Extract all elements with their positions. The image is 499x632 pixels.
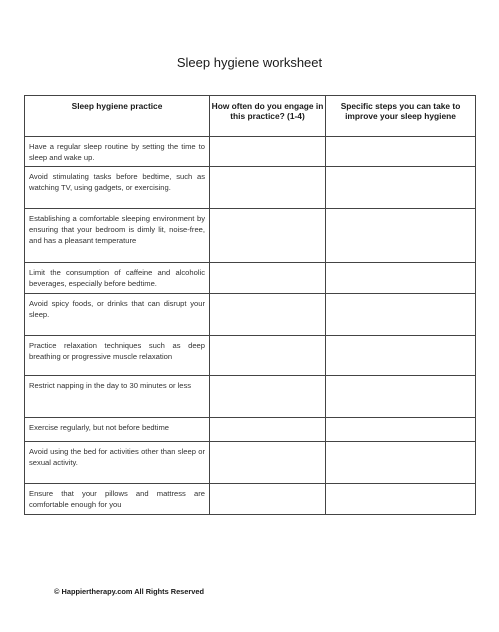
frequency-cell[interactable] — [210, 336, 326, 376]
page-title: Sleep hygiene worksheet — [176, 55, 323, 70]
steps-cell[interactable] — [326, 294, 476, 336]
steps-cell[interactable] — [326, 336, 476, 376]
frequency-cell[interactable] — [210, 167, 326, 209]
practice-cell: Ensure that your pillows and mattress are comfortable enough for you — [25, 484, 210, 515]
steps-cell[interactable] — [326, 263, 476, 294]
steps-cell[interactable] — [326, 209, 476, 263]
practice-cell: Avoid using the bed for activities other than sleep or sexual activity. — [25, 442, 210, 484]
table-row — [25, 137, 476, 167]
frequency-cell[interactable] — [210, 376, 326, 418]
table-row — [25, 294, 476, 336]
frequency-cell[interactable] — [210, 209, 326, 263]
steps-cell[interactable] — [326, 418, 476, 442]
practice-cell: Practice relaxation techniques such as deep breathing or progressive muscle relaxation — [25, 336, 210, 376]
frequency-cell[interactable] — [210, 263, 326, 294]
steps-cell[interactable] — [326, 167, 476, 209]
header-frequency: How often do you engage in this practice? (1-4) — [210, 96, 326, 137]
practice-cell: Avoid stimulating tasks before bedtime, such as watching TV, using gadgets, or exercising. — [25, 167, 210, 209]
header-row — [25, 96, 476, 137]
frequency-cell[interactable] — [210, 484, 326, 515]
steps-cell[interactable] — [326, 484, 476, 515]
worksheet-table — [24, 95, 476, 515]
practice-cell: Establishing a comfortable sleeping environment by ensuring that your bedroom is dimly lit, noise-free, and has a pleasant temperature — [25, 209, 210, 263]
steps-cell[interactable] — [326, 376, 476, 418]
table-row — [25, 336, 476, 376]
table-row — [25, 418, 476, 442]
practice-cell: Restrict napping in the day to 30 minutes or less — [25, 376, 210, 418]
steps-cell[interactable] — [326, 137, 476, 167]
table-row — [25, 209, 476, 263]
copyright-footer: © Happiertherapy.com All Rights Reserved — [54, 587, 205, 596]
header-practice: Sleep hygiene practice — [25, 96, 210, 137]
frequency-cell[interactable] — [210, 418, 326, 442]
practice-cell: Limit the consumption of caffeine and alcoholic beverages, especially before bedtime. — [25, 263, 210, 294]
header-steps: Specific steps you can take to improve your sleep hygiene — [326, 96, 476, 137]
practice-cell: Avoid spicy foods, or drinks that can disrupt your sleep. — [25, 294, 210, 336]
frequency-cell[interactable] — [210, 294, 326, 336]
table-row — [25, 376, 476, 418]
frequency-cell[interactable] — [210, 137, 326, 167]
steps-cell[interactable] — [326, 442, 476, 484]
table-row — [25, 484, 476, 515]
practice-cell: Exercise regularly, but not before bedtime — [25, 418, 210, 442]
practice-cell: Have a regular sleep routine by setting the time to sleep and wake up. — [25, 137, 210, 167]
frequency-cell[interactable] — [210, 442, 326, 484]
table-row — [25, 167, 476, 209]
table-row — [25, 442, 476, 484]
table-row — [25, 263, 476, 294]
